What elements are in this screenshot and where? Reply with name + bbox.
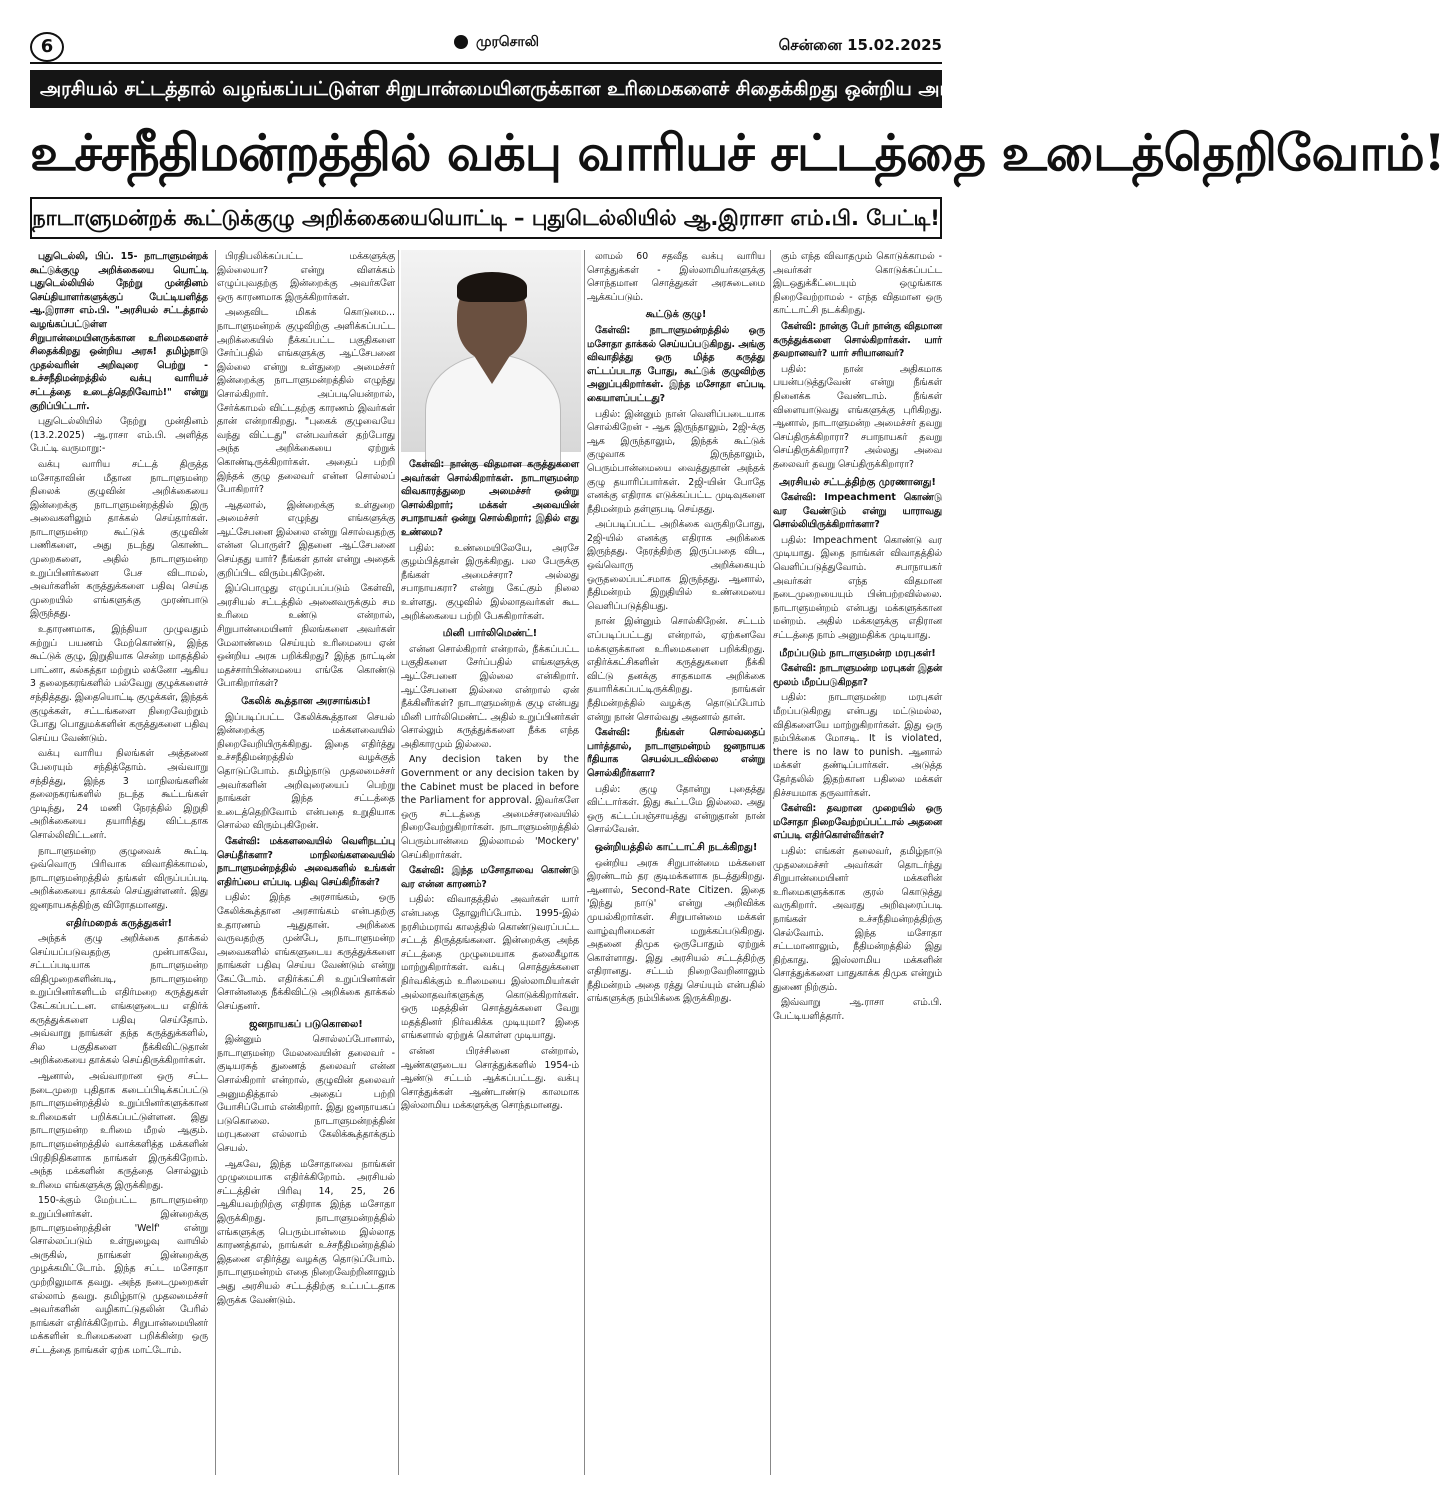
article-paragraph: ஒன்றிய அரசு சிறுபான்மை மக்களை இரண்டாம் தர குடிமக்களாக நடத்துகிறது. ஆனால், Second-Rate Citizen. இதை 'இந்து நாடு' என்று அறிவிக்க முயல்கிறார்கள். சிறுபான்மை மக்கள் வாழ்வுரிமைகள் மறுக்கப்படுகிறது. அதனை திமுக ஒருபோதும் ஏற்றுக் கொள்ளாது. இது அரசியல் சட்டத்திற்கு எதிரானது. சட்டம் நிறைவேறினாலும் நீதிமன்றம் அதை ரத்து செய்யும் என்பதில் எங்களுக்கு நம்பிக்கை இருக்கிறது. xyxy=(587,857,765,1005)
article-paragraph: புதுடெல்லியில் நேற்று முன்தினம் (13.2.2025) ஆ.ராசா எம்.பி. அளித்த பேட்டி வருமாறு:- xyxy=(30,416,208,455)
article-paragraph: அந்தக் குழு அறிக்கை தாக்கல் செய்யப்படுவதற்கு முன்பாகவே, சட்டப்படியாக நாடாளுமன்ற விதிமுறைகளின்படி, நாடாளுமன்ற உறுப்பினர்களிடம் எதிர்மறை கருத்துகள் கேட்கப்பட்டன. எங்களுடைய எதிர்க் கருத்துக்களை பதிவு செய்தோம். அவ்வாறு நாங்கள் தந்த கருத்துக்களில், சில பகுதிகளை நீக்கிவிட்டுதான் அறிக்கையை தாக்கல் செய்திருக்கிறார்கள். xyxy=(30,933,208,1067)
kicker-banner: அரசியல் சட்டத்தால் வழங்கப்பட்டுள்ள சிறுபான்மையினருக்கான உரிமைகளைச் சிதைக்கிறது ஒன்றிய அரசு! தமிழ்நாடு முதல்வரின் அறிவுரை பெற்று – xyxy=(30,70,942,108)
article-paragraph: நாடாளுமன்ற குழுவைக் கூட்டி ஒவ்வொரு பிரிவாக விவாதிக்காமல், நாடாளுமன்றத்தில் தங்கள் விருப்பப்படி அறிக்கையை தாக்கல் செய்துள்ளனர். இது ஜனநாயகத்திற்கு விரோதமானது. xyxy=(30,845,208,911)
article-paragraph: பதில்: இந்த அரசாங்கம், ஒரு கேலிக்கூத்தான அரசாங்கம் என்பதற்கு உதாரணம் ஆதுதான். அறிக்கை வருவதற்கு முன்பே, நாடாளுமன்ற அவைகளில் எங்களுடைய கருத்துக்களை நாங்கள் பதிவு செய்ய வேண்டும் என்று கேட்டோம். எதிர்க்கட்சி உறுப்பினர்கள் சொன்னதை நீக்கிவிட்டு அறிக்கை தாக்கல் செய்தனர். xyxy=(217,892,395,1013)
article-paragraph: பதில்: எங்கள் தலைவர், தமிழ்நாடு முதலமைச்சர் அவர்கள் தொடர்ந்து சிறுபான்மையினர் மக்களின் உரிமைகளுக்காக குரல் கொடுத்து வருகிறார். அவரது அறிவுரைப்படி நாங்கள் உச்சநீதிமன்றத்திற்கு செல்வோம். இந்த மசோதா சட்டமானாலும், நீதிமன்றத்தில் இது நிற்காது. இஸ்லாமிய மக்களின் சொத்துக்களை பாதுகாக்க திமுக என்றும் துணை நிற்கும். xyxy=(773,845,942,993)
article-paragraph: ஆதலால், இன்றைக்கு உள்துறை அமைச்சர் எழுந்து எங்களுக்கு ஆட்சேபனை இல்லை என்று சொல்வதற்கு என்ன பொருள்? இதனை ஆட்சேபனை செய்தது யார்? நீங்கள் தான் என்று அதைக் குறிப்பிட விரும்புகிறேன். xyxy=(217,499,395,579)
article-paragraph: அதைவிட மிகக் கொடுமை... நாடாளுமன்றக் குழுவிற்கு அளிக்கப்பட்ட அறிக்கையில் நீக்கப்பட்ட பகுதிகளை சேர்ப்பதில் எங்களுக்கு ஆட்சேபனை இல்லை என்று உள்துறை அமைச்சர் இன்றைக்கு நாடாளுமன்றத்தில் எழுந்து சொல்கிறார். அப்படியென்றால், சேர்க்காமல் விட்டதற்கு காரணம் இவர்கள் தான் என்றாகிறது. "புகைக் குழுவையே வந்து விட்டது" என்பவர்கள் தற்போது அந்த அறிக்கையை ஏற்றுக் கொண்டிருக்கிறார்கள். அதைப் பற்றி இந்தக் குழு தலைவர் என்ன சொல்லப் போகிறார்? xyxy=(217,307,395,496)
article-paragraph: புதுடெல்லி, பிப். 15- நாடாளுமன்றக் கூட்டுக்குழு அறிக்கையை யொட்டி புதுடெல்லியில் நேற்று முன்தினம் செய்தியாளர்களுக்குப் பேட்டியளித்த ஆ.இராசா எம்.பி. "அரசியல் சட்டத்தால் வழங்கப்பட்டுள்ள சிறுபான்மையினருக்கான உரிமைகளைச் சிதைக்கிறது ஒன்றிய அரசு! தமிழ்நாடு முதல்வரின் அறிவுரை பெற்று - உச்சநீதிமன்றத்தில் வக்பு வாரியச் சட்டத்தை உடைத்தெறிவோம்!" என்று குறிப்பிட்டார். xyxy=(30,251,208,412)
article-paragraph: இவ்வாறு ஆ.ராசா எம்.பி. பேட்டியளித்தார். xyxy=(773,997,942,1023)
article-paragraph: 150-க்கும் மேற்பட்ட நாடாளுமன்ற உறுப்பினர்கள். இன்றைக்கு நாடாளுமன்றத்தின் 'Welf' என்று சொல்லப்படும் உள்நுழைவு வாயில் அருகில், நாங்கள் இன்றைக்கு முழக்கமிட்டோம். இந்த சட்ட மசோதா முற்றிலுமாக தவறு. அந்த நடைமுறைகள் எல்லாம் தவறு. தமிழ்நாடு முதலமைச்சர் அவர்களின் வழிகாட்டுதலின் பேரில் நாங்கள் எதிர்க்கிறோம். சிறுபான்மையினர் மக்களின் உரிமைகளை பறிக்கின்ற ஒரு சட்டத்தை நாங்கள் ஏற்க மாட்டோம். xyxy=(30,1195,208,1356)
article-paragraph: அப்படிப்பட்ட அறிக்கை வருகிறபோது, 2ஜி-யில் எனக்கு எதிராக அறிக்கை இருந்தது. நேரத்திற்கு இருப்பதை விட, ஒவ்வொரு அறிக்கையும் ஒருதலைப்பட்சமாக இருந்தது. ஆனால், நீதிமன்றம் இறுதியில் உண்மையை வெளிப்படுத்தியது. xyxy=(587,519,765,612)
article-paragraph: கேள்வி: மக்களவையில் வெளிநடப்பு செய்தீர்களா? மாநிலங்களவையில் நாடாளுமன்றத்தில் அவைகளில் உங்கள் எதிர்ப்பை எப்படி பதிவு செய்கிறீர்கள்? xyxy=(217,835,395,888)
page-number: 6 xyxy=(30,32,64,62)
brand-logo-icon xyxy=(454,35,468,49)
section-heading: ஒன்றியத்தில் காட்டாட்சி நடக்கிறது! xyxy=(594,841,758,853)
section-heading: அரசியல் சட்டத்திற்கு முரணானது! xyxy=(779,476,936,488)
article-paragraph: என்ன பிரச்சினை என்றால், ஆண்களுடைய சொத்துக்களில் 1954-ம் ஆண்டு சட்டம் ஆக்கப்பட்டது. வக்பு சொத்துக்கள் ஆண்டாண்டு காலமாக இஸ்லாமிய மக்களுக்கு சொந்தமானது. xyxy=(401,1045,579,1112)
article-paragraph: பதில்: விவாதத்தில் அவர்கள் யார் என்பதை தோலுரிப்போம். 1995-இல் நரசிம்மராவ் காலத்தில் கொண்டுவரப்பட்ட சட்டத் திருத்தங்களை. இன்றைக்கு அந்த சட்டத்தை முழுமையாக தலைகீழாக மாற்றுகிறார்கள். வக்பு சொத்துக்களை நிர்வகிக்கும் உரிமையை இஸ்லாமியர்கள் அல்லாதவர்களுக்கு கொடுக்கிறார்கள். ஒரு மதத்தின் சொத்துக்களை வேறு மதத்தினர் நிர்வகிக்க முடியுமா? இதை எங்களால் ஏற்றுக் கொள்ள முடியாது. xyxy=(401,894,579,1042)
article-column-2 xyxy=(217,250,395,1478)
article-paragraph: பதில்: நான் அதிகமாக பயன்படுத்துவேன் என்று நீங்கள் நினைக்க வேண்டாம். நீங்கள் விளையாடுவது எங்களுக்கு புரிகிறது. ஆனால், நாடாளுமன்ற அமைச்சர் தவறு செய்திருக்கிறாரா? சபாநாயகர் தவறு செய்திருக்கிறாரா? அல்லது அவை தலைவர் தவறு செய்திருக்கிறாரா? xyxy=(773,363,942,470)
article-paragraph: கும் எந்த விவாதமும் கொடுக்காமல் - அவர்கள் கொடுக்கப்பட்ட இடஒதுக்கீட்டையும் ஒழுங்காக நிறைவேற்றாமல் - எந்த விதமான ஒரு காட்டாட்சி நடக்கிறது. xyxy=(773,251,942,317)
column-divider xyxy=(770,250,771,1475)
article-paragraph: ஆகவே, இந்த மசோதாவை நாங்கள் முழுமையாக எதிர்க்கிறோம். அரசியல் சட்டத்தின் பிரிவு 14, 25, 26 ஆகியவற்றிற்கு எதிராக இந்த மசோதா இருக்கிறது. நாடாளுமன்றத்தில் எங்களுக்கு பெரும்பான்மை இல்லாத காரணத்தால், நாங்கள் உச்சநீதிமன்றத்தில் இதனை எதிர்த்து வழக்கு தொடுப்போம். நாடாளுமன்றம் எதை நிறைவேற்றினாலும் அது அரசியல் சட்டத்திற்கு உட்பட்டதாக இருக்க வேண்டும். xyxy=(217,1158,395,1306)
brand-name: முரசொலி xyxy=(476,34,539,50)
newspaper-brand xyxy=(454,34,539,52)
article-paragraph: Any decision taken by the Government or any decision taken by the Cabinet must be placed in before the Parliament for approval. இவர்களே ஒரு சட்டத்தை அமைச்சரவையில் நிறைவேற்றுகிறார்கள். நாடாளுமன்றத்தில் பெரும்பான்மை இல்லாமல் 'Mockery' செய்கிறார்கள். xyxy=(401,754,579,861)
article-paragraph: வக்பு வாரிய சட்டத் திருத்த மசோதாவின் மீதான நாடாளுமன்ற நிலைக் குழுவின் அறிக்கையை இன்றைக்கு நாடாளுமன்றத்தில் இரு அவைகளிலும் தாக்கல் செய்தார்கள். நாடாளுமன்ற கூட்டுக் குழுவின் பணிகளை, அது நடந்து கொண்ட முறைகளை, அதில் நாடாளுமன்ற உறுப்பினர்களை பேச விடாமல், அவர்களின் கருத்துக்களை பதிவு செய்த முறையில் எங்களுக்கு முரண்பாடு இருந்தது. xyxy=(30,458,208,620)
article-paragraph: பதில்: உண்மையிலேயே, அரசே குழம்பித்தான் இருக்கிறது. பல பேருக்கு நீங்கள் அமைச்சரா? அல்லது சபாநாயகரா? என்று கேட்கும் நிலை உள்ளது. குழுவில் இல்லாதவர்கள் கூட அறிக்கையை பற்றி பேசுகிறார்கள். xyxy=(401,542,579,622)
article-paragraph: கேள்வி: நீங்கள் சொல்வதைப் பார்த்தால், நாடாளுமன்றம் ஜனநாயக ரீதியாக செயல்படவில்லை என்று சொல்கிறீர்களா? xyxy=(587,727,765,779)
section-heading: மினி பார்லிமெண்ட்! xyxy=(442,628,538,640)
article-column-5 xyxy=(773,250,942,1478)
subheadline: நாடாளுமன்றக் கூட்டுக்குழு அறிக்கையையொட்டி – புதுடெல்லியில் ஆ.இராசா எம்.பி. பேட்டி! xyxy=(30,197,942,239)
headline: உச்சநீதிமன்றத்தில் வக்பு வாரியச் சட்டத்தை உடைத்தெறிவோம்! xyxy=(30,123,1445,182)
article-paragraph: நான் இன்னும் சொல்கிறேன். சட்டம் எப்படிப்பட்டது என்றால், ஏற்கனவே மக்களுக்கான உரிமைகளை பறிக்கிறது. எதிர்க்கட்சிகளின் கருத்துகளை நீக்கி விட்டு தனக்கு சாதகமாக அறிக்கை தயாரிக்கப்பட்டிருக்கிறது. நாங்கள் நீதிமன்றத்தில் வழக்கு தொடுப்போம் என்று நான் சொல்வது அதனால் தான். xyxy=(587,616,765,723)
article-paragraph: லாமல் 60 சதவீத வக்பு வாரிய சொத்துக்கள் - இஸ்லாமியர்களுக்கு சொந்தமான சொத்துகள் அரசுடைமை ஆக்கப்படும். xyxy=(587,251,765,303)
article-paragraph: கேள்வி: நாடாளுமன்றத்தில் ஒரு மசோதா தாக்கல் செய்யப்படுகிறது. அங்கு விவாதித்து ஒரு மித்த கருத்து எட்டப்படாத போது, கூட்டுக் குழுவிற்கு அனுப்புகிறார்கள். இந்த மசோதா எப்படி கையாளப்பட்டது? xyxy=(587,324,765,404)
article-paragraph: இப்பொழுது எழுப்பப்படும் கேள்வி, அரசியல் சட்டத்தில் அனைவருக்கும் சம உரிமை உண்டு என்றால், சிறுபான்மையினர் நிலங்களை அவர்கள் மேலாண்மை செய்யும் உரிமையை ஏன் ஒன்றிய அரசு பறிக்கிறது? இந்த நாட்டின் மதச்சார்பின்மையை எங்கே கொண்டு போகிறார்கள்? xyxy=(217,583,395,690)
article-paragraph: கேள்வி: நான்கு பேர் நான்கு விதமான கருத்துக்களை சொல்கிறார்கள். யார் தவறானவர்? யார் சரியானவர்? xyxy=(773,320,942,360)
article-paragraph: பிரதிபலிக்கப்பட்ட மக்களுக்கு இல்லையா? என்று விளக்கம் எழுப்புவதற்கு இன்றைக்கு அவர்களே ஒரு காரணமாக இருக்கிறார்கள். xyxy=(217,251,395,303)
dateline: சென்னை 15.02.2025 xyxy=(778,36,942,54)
article-paragraph: இப்படிப்பட்ட கேலிக்கூத்தான செயல் இன்றைக்கு மக்களவையில் நிறைவேறியிருக்கிறது. இதை எதிர்த்து உச்சநீதிமன்றத்தில் வழக்குத் தொடுப்போம். தமிழ்நாடு முதலமைச்சர் அவர்களின் அறிவுரையைப் பெற்று நாங்கள் இந்த சட்டத்தை உடைத்தெறிவோம் என்பதை உறுதியாக சொல்ல விரும்புகிறேன். xyxy=(217,711,395,832)
article-paragraph: கேள்வி: நாடாளுமன்ற மரபுகள் இதன் மூலம் மீறப்படுகிறதா? xyxy=(773,663,942,688)
article-paragraph: கேள்வி: இந்த மசோதாவை கொண்டு வர என்ன காரணம்? xyxy=(401,865,579,890)
column-divider xyxy=(398,250,399,1475)
section-heading: கூட்டுக் குழு! xyxy=(645,309,707,321)
article-paragraph: கேள்வி: Impeachment கொண்டு வர வேண்டும் என்று யாராவது சொல்லியிருக்கிறார்களா? xyxy=(773,492,942,531)
portrait-photo xyxy=(401,250,581,452)
article-paragraph: பதில்: Impeachment கொண்டு வர முடியாது. இதை நாங்கள் விவாதத்தில் வெளிப்படுத்துவோம். சபாநாயகர் அவர்கள் எந்த விதமான நடைமுறையையும் பின்பற்றவில்லை. நாடாளுமன்றம் என்பது மக்களுக்கான மன்றம். அதில் மக்களுக்கு எதிரான சட்டத்தை நாம் அனுமதிக்க முடியாது. xyxy=(773,534,942,642)
article-paragraph: ஆனால், அவ்வாறான ஒரு சட்ட நடைமுறை புதிதாக கடைப்பிடிக்கப்பட்டு நாடாளுமன்றத்தில் உறுப்பினர்களுக்கான உரிமைகள் பறிக்கப்பட்டுள்ளன. இது நாடாளுமன்ற உரிமை மீறல் ஆகும். நாடாளுமன்றத்தில் வாக்களித்த மக்களின் பிரதிநிதிகளாக நாங்கள் இருக்கிறோம். அந்த மக்களின் கருத்தை சொல்லும் உரிமை எங்களுக்கு இருக்கிறது. xyxy=(30,1071,208,1191)
article-paragraph: பதில்: நாடாளுமன்ற மரபுகள் மீறப்படுகிறது என்பது மட்டுமல்ல, விதிகளையே மாற்றுகிறார்கள். இது ஒரு நம்பிக்கை மோசடி. It is violated, there is no law to punish. ஆனால் மக்கள் தண்டிப்பார்கள். அடுத்த தேர்தலில் இதற்கான பதிலை மக்கள் நிச்சயமாக தருவார்கள். xyxy=(773,692,942,799)
article-paragraph: உதாரணமாக, இந்தியா முழுவதும் சுற்றுப் பயணம் மேற்கொண்டு, இந்த கூட்டுக் குழு, இறுதியாக சென்ற மாதத்தில் பாட்னா, கல்கத்தா மற்றும் லக்னோ ஆகிய 3 தலைநகரங்களில் பல்வேறு குழுக்களைச் சந்தித்தது. இதையொட்டி குழுக்கள், இந்தக் குழுக்கள், சட்டங்களை நிறைவேற்றும் போது பொதுமக்களின் கருத்துகளை பதிவு செய்ய வேண்டும். xyxy=(30,624,208,744)
column-divider xyxy=(215,250,216,1475)
article-column-3 xyxy=(401,458,579,1478)
article-paragraph: என்ன சொல்கிறார் என்றால், நீக்கப்பட்ட பகுதிகளை சேர்ப்பதில் எங்களுக்கு ஆட்சேபனை இல்லை என்கிறார். ஆட்சேபனை இல்லை என்றால் ஏன் நீக்கினீர்கள்? நாடாளுமன்றக் குழு என்பது மினி பார்லிமெண்ட். அதில் உறுப்பினர்கள் சொல்லும் கருத்துக்களை நீக்க எந்த அதிகாரமும் இல்லை. xyxy=(401,643,579,750)
column-divider xyxy=(584,250,585,1475)
article-paragraph: பதில்: இன்னும் நான் வெளிப்படையாக சொல்கிறேன் - ஆக இருந்தாலும், 2ஜி-க்கு ஆக இருந்தாலும், இந்தக் கூட்டுக் குழுவாக இருந்தாலும், பெரும்பான்மையை வைத்துதான் அந்தக் குழு தயாரிப்பார்கள். 2ஜி-யின் போதே எனக்கு எதிராக எடுக்கப்பட்ட முடிவுகளை நீதிமன்றம் தள்ளுபடி செய்தது. xyxy=(587,408,765,515)
article-paragraph: பதில்: குழு தோன்று புதைத்து விட்டார்கள். இது கூட்டமே இல்லை. அது ஒரு கட்டப்பஞ்சாயத்து என்றுதான் நான் சொல்வேன். xyxy=(587,783,765,836)
masthead xyxy=(30,32,942,64)
article-paragraph: கேள்வி: நான்கு விதமான கருத்துகளை அவர்கள் சொல்கிறார்கள். நாடாளுமன்ற விவகாரத்துறை அமைச்சர் ஒன்று சொல்கிறார்; மக்கள் அவையின் சபாநாயகர் ஒன்று சொல்கிறார்; இதில் எது உண்மை? xyxy=(401,459,579,538)
section-heading: எதிர்மறைக் கருத்துகள்! xyxy=(65,917,173,929)
section-heading: ஜனநாயகப் படுகொலை! xyxy=(249,1018,363,1030)
section-heading: கேலிக் கூத்தான அரசாங்கம்! xyxy=(241,696,371,707)
article-paragraph: வக்பு வாரிய நிலங்கள் அத்தனை பேரையும் சந்தித்தோம். அவ்வாறு சந்தித்து, இந்த 3 மாநிலங்களின் தலைநகரங்களில் நடந்த கூட்டங்கள் முடிந்து, 24 மணி நேரத்தில் இறுதி அறிக்கையை தயாரித்து விட்டதாக சொல்லிவிட்டனர். xyxy=(30,748,208,841)
article-paragraph: கேள்வி: தவறான முறையில் ஒரு மசோதா நிறைவேற்றப்பட்டால் அதனை எப்படி எதிர்கொள்வீர்கள்? xyxy=(773,803,942,842)
photo-hair xyxy=(457,272,527,302)
article-column-1 xyxy=(30,250,208,1478)
article-paragraph: இன்னும் சொல்லப்போனால், நாடாளுமன்ற மேலவையின் தலைவர் - குடியரசுத் துணைத் தலைவர் என்ன சொல்கிறார் என்றால், குழுவின் தலைவர் அனுமதித்தால் அதைப் பற்றி யோசிப்போம் என்கிறார். இது ஜனநாயகப் படுகொலை. நாடாளுமன்றத்தின் மரபுகளை எல்லாம் கேலிக்கூத்தாக்கும் செயல். xyxy=(217,1034,395,1154)
article-column-4 xyxy=(587,250,765,1478)
section-heading: மீறப்படும் நாடாளுமன்ற மரபுகள்! xyxy=(779,647,936,659)
